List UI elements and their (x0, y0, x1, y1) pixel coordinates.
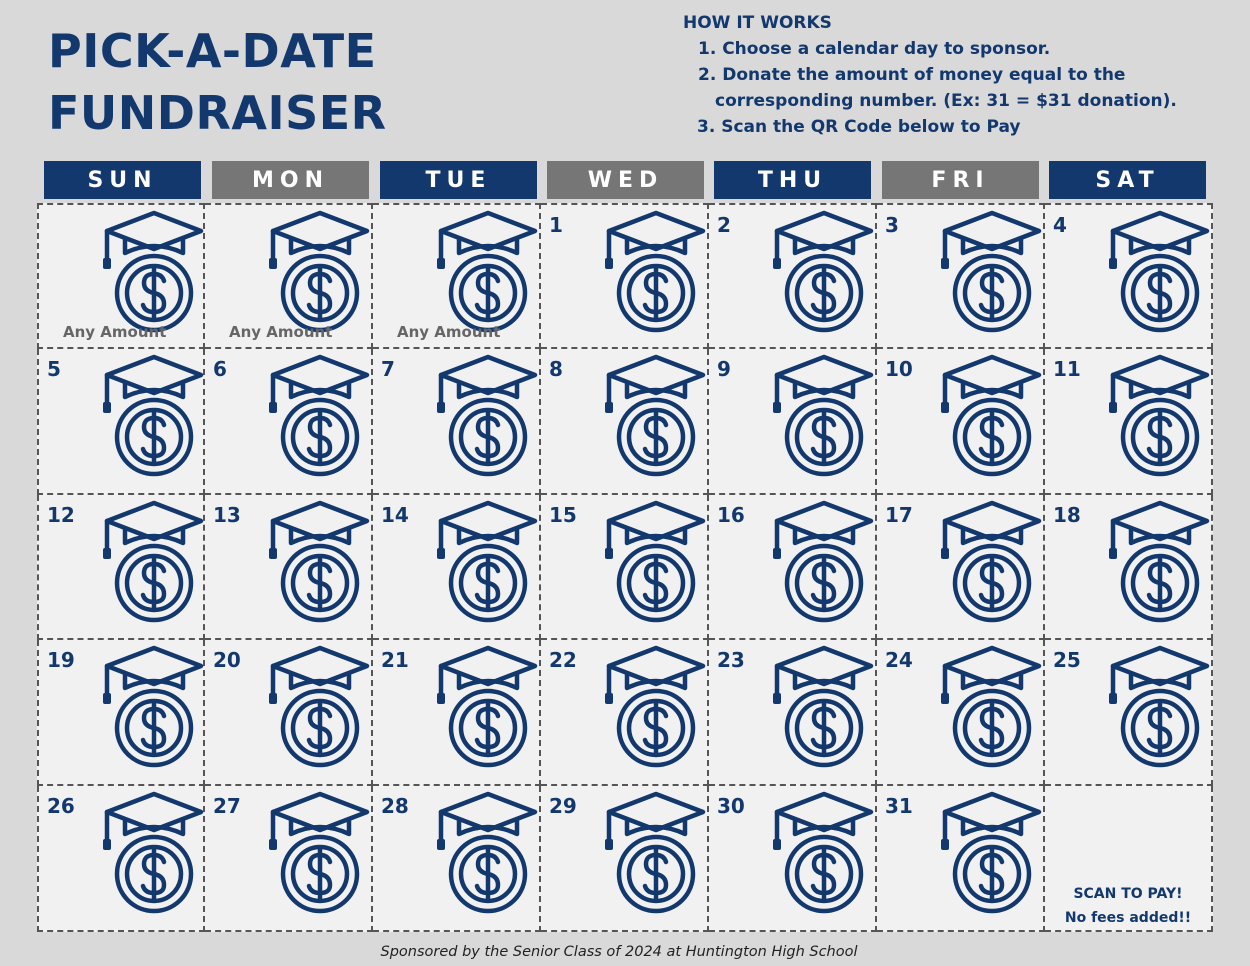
graduation-cap-dollar-icon (939, 353, 1045, 479)
calendar-day-8 (541, 349, 709, 495)
calendar-day-14 (373, 495, 541, 641)
calendar-day-7 (373, 349, 541, 495)
day-number: 25 (1053, 648, 1081, 673)
step-2-continued: corresponding number. (Ex: 31 = $31 donation). (715, 91, 1177, 111)
calendar-day-30 (709, 786, 877, 932)
any-amount-label: Any Amount (63, 322, 167, 341)
any-amount-label: Any Amount (229, 322, 333, 341)
weekday-header-thu: THU (714, 161, 871, 199)
graduation-cap-dollar-icon (435, 790, 541, 916)
calendar-day-17 (877, 495, 1045, 641)
no-fees-label: No fees added!! (1064, 909, 1192, 926)
day-number: 19 (47, 648, 75, 673)
calendar-day-11 (1045, 349, 1213, 495)
calendar-day-29 (541, 786, 709, 932)
calendar-day-2 (709, 203, 877, 349)
graduation-cap-dollar-icon (101, 790, 207, 916)
graduation-cap-dollar-icon (603, 209, 709, 335)
graduation-cap-dollar-icon (435, 644, 541, 770)
day-number: 4 (1053, 213, 1067, 237)
calendar-day-23 (709, 640, 877, 786)
calendar-day-12 (37, 495, 205, 641)
graduation-cap-dollar-icon (771, 353, 877, 479)
weekday-header-sun: SUN (44, 161, 201, 199)
calendar-day-27 (205, 786, 373, 932)
any-amount-label: Any Amount (397, 322, 501, 341)
calendar-day-28 (373, 786, 541, 932)
day-number: 22 (549, 648, 577, 673)
graduation-cap-dollar-icon (267, 790, 373, 916)
graduation-cap-dollar-icon (267, 353, 373, 479)
graduation-cap-dollar-icon (603, 353, 709, 479)
graduation-cap-dollar-icon (435, 209, 541, 335)
day-number: 5 (47, 356, 61, 381)
day-number: 8 (549, 356, 563, 381)
graduation-cap-dollar-icon (603, 790, 709, 916)
calendar-day-25 (1045, 640, 1213, 786)
graduation-cap-dollar-icon (1107, 353, 1213, 479)
day-number: 18 (1053, 502, 1081, 527)
calendar-day-3 (877, 203, 1045, 349)
day-number: 26 (47, 794, 75, 819)
day-number: 15 (549, 502, 577, 527)
graduation-cap-dollar-icon (1107, 499, 1213, 625)
calendar-day-13 (205, 495, 373, 641)
graduation-cap-dollar-icon (771, 499, 877, 625)
graduation-cap-dollar-icon (771, 790, 877, 916)
day-number: 23 (717, 648, 745, 673)
graduation-cap-dollar-icon (771, 209, 877, 335)
calendar-day-any-amount (37, 203, 205, 349)
calendar-day-15 (541, 495, 709, 641)
step-3: 3. Scan the QR Code below to Pay (697, 117, 1021, 137)
scan-to-pay-cell (1045, 786, 1213, 932)
day-number: 31 (885, 794, 913, 819)
title-line-1: PICK-A-DATE (48, 24, 377, 78)
day-number: 14 (381, 502, 409, 527)
page-title (48, 20, 387, 144)
graduation-cap-dollar-icon (603, 499, 709, 625)
graduation-cap-dollar-icon (771, 644, 877, 770)
calendar-day-18 (1045, 495, 1213, 641)
calendar-day-19 (37, 640, 205, 786)
day-number: 16 (717, 502, 745, 527)
scan-to-pay-label: SCAN TO PAY! (1073, 885, 1183, 902)
title-line-2: FUNDRAISER (48, 86, 387, 140)
weekday-header-mon: MON (212, 161, 369, 199)
day-number: 11 (1053, 356, 1081, 381)
day-number: 12 (47, 502, 75, 527)
how-it-works (683, 10, 1177, 140)
calendar-day-21 (373, 640, 541, 786)
graduation-cap-dollar-icon (939, 209, 1045, 335)
day-number: 6 (213, 356, 227, 381)
day-number: 13 (213, 502, 241, 527)
graduation-cap-dollar-icon (939, 644, 1045, 770)
graduation-cap-dollar-icon (1107, 209, 1213, 335)
day-number: 9 (717, 356, 731, 381)
graduation-cap-dollar-icon (101, 499, 207, 625)
how-it-works-heading: HOW IT WORKS (683, 13, 832, 33)
calendar-day-10 (877, 349, 1045, 495)
day-number: 24 (885, 648, 913, 673)
sponsor-footer: Sponsored by the Senior Class of 2024 at Huntington High School (380, 944, 858, 960)
weekday-header-wed: WED (547, 161, 704, 199)
graduation-cap-dollar-icon (101, 209, 207, 335)
graduation-cap-dollar-icon (267, 644, 373, 770)
graduation-cap-dollar-icon (603, 644, 709, 770)
day-number: 27 (213, 794, 241, 819)
graduation-cap-dollar-icon (101, 644, 207, 770)
day-number: 20 (213, 648, 241, 673)
graduation-cap-dollar-icon (1107, 644, 1213, 770)
calendar-day-1 (541, 203, 709, 349)
graduation-cap-dollar-icon (939, 499, 1045, 625)
calendar-day-24 (877, 640, 1045, 786)
calendar-day-9 (709, 349, 877, 495)
day-number: 21 (381, 648, 409, 673)
calendar-day-16 (709, 495, 877, 641)
calendar-day-20 (205, 640, 373, 786)
day-number: 29 (549, 794, 577, 819)
weekday-header-fri: FRI (882, 161, 1039, 199)
weekday-header-tue: TUE (380, 161, 537, 199)
scan-to-pay (1045, 882, 1211, 930)
day-number: 1 (549, 213, 563, 237)
day-number: 7 (381, 356, 395, 381)
step-1: 1. Choose a calendar day to sponsor. (698, 39, 1051, 59)
day-number: 10 (885, 356, 913, 381)
step-2: 2. Donate the amount of money equal to the (698, 65, 1126, 85)
calendar-day-26 (37, 786, 205, 932)
day-number: 28 (381, 794, 409, 819)
day-number: 2 (717, 213, 731, 237)
graduation-cap-dollar-icon (435, 353, 541, 479)
graduation-cap-dollar-icon (939, 790, 1045, 916)
calendar-day-any-amount (373, 203, 541, 349)
graduation-cap-dollar-icon (267, 209, 373, 335)
graduation-cap-dollar-icon (267, 499, 373, 625)
calendar-day-31 (877, 786, 1045, 932)
calendar-grid (37, 203, 1213, 932)
day-number: 17 (885, 502, 913, 527)
day-number: 3 (885, 213, 899, 237)
calendar-day-22 (541, 640, 709, 786)
graduation-cap-dollar-icon (101, 353, 207, 479)
calendar-day-4 (1045, 203, 1213, 349)
graduation-cap-dollar-icon (435, 499, 541, 625)
weekday-header-sat: SAT (1049, 161, 1206, 199)
day-number: 30 (717, 794, 745, 819)
calendar-day-6 (205, 349, 373, 495)
calendar-day-any-amount (205, 203, 373, 349)
calendar-day-5 (37, 349, 205, 495)
